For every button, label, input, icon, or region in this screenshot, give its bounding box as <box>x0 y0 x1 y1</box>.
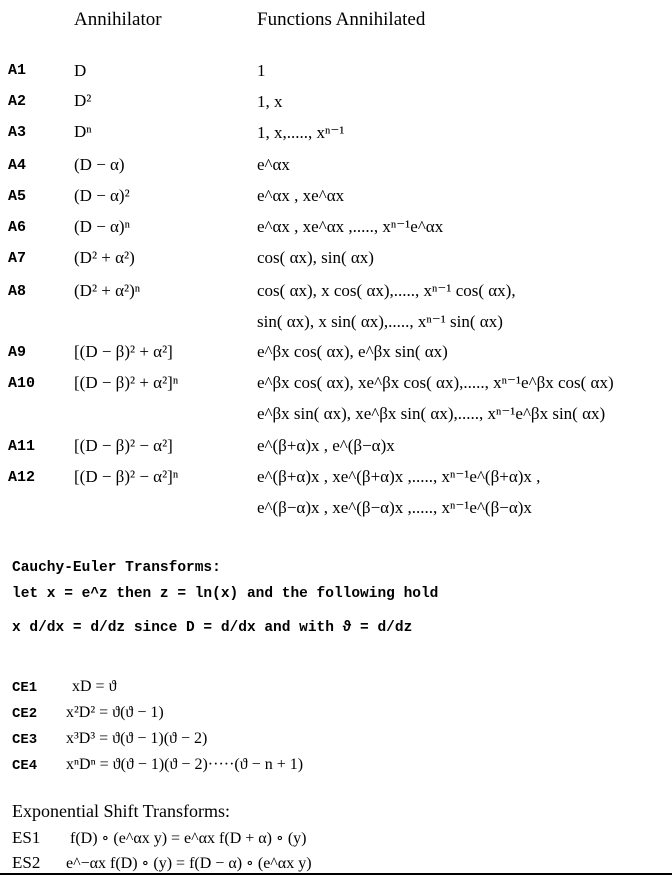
row-annihilator: [(D − β)² − α²]ⁿ <box>74 467 179 486</box>
row-function: 1, x <box>257 92 283 111</box>
cauchy-euler-since-line: x d/dx = d/dz since D = d/dx and with ϑ = d/dz <box>12 620 413 636</box>
ce-formula: xⁿDⁿ = ϑ(ϑ − 1)(ϑ − 2)·····(ϑ − n + 1) <box>66 756 304 773</box>
row-annihilator: [(D − β)² + α²] <box>74 342 173 361</box>
es-label: ES1 <box>12 828 41 847</box>
row-label: A8 <box>8 283 27 300</box>
ce-label: CE4 <box>12 758 38 774</box>
row-label: A3 <box>8 124 27 141</box>
row-function: 1, x,....., xⁿ⁻¹ <box>257 123 345 142</box>
row-label: A4 <box>8 157 27 174</box>
row-label: A12 <box>8 469 36 486</box>
row-function: e^αx <box>257 155 290 174</box>
row-annihilator: (D − α)² <box>74 186 130 205</box>
ce-label: CE2 <box>12 706 38 722</box>
row-annihilator: D <box>74 61 87 80</box>
bottom-divider <box>0 873 672 875</box>
row-function: e^αx , xe^αx <box>257 186 345 205</box>
row-label: A5 <box>8 188 27 205</box>
row-function: e^αx , xe^αx ,....., xⁿ⁻¹e^αx <box>257 217 444 236</box>
annihilator-header: Annihilator <box>74 9 162 30</box>
row-annihilator: Dⁿ <box>74 122 92 141</box>
row-label: A7 <box>8 250 27 267</box>
es-formula: f(D) ∘ (e^αx y) = e^αx f(D + α) ∘ (y) <box>70 830 307 847</box>
es-label: ES2 <box>12 853 41 872</box>
row-label: A11 <box>8 438 36 455</box>
row-function-continuation: sin( αx), x sin( αx),....., xⁿ⁻¹ sin( αx) <box>257 312 503 331</box>
cauchy-euler-title: Cauchy-Euler Transforms: <box>12 560 221 576</box>
row-annihilator: (D − α) <box>74 155 125 174</box>
ce-formula: xD = ϑ <box>72 678 117 695</box>
exponential-shift-title: Exponential Shift Transforms: <box>12 801 231 821</box>
row-label: A9 <box>8 344 27 361</box>
functions-header: Functions Annihilated <box>257 9 426 30</box>
row-annihilator: [(D − β)² − α²] <box>74 436 173 455</box>
row-annihilator: (D² + α²) <box>74 248 135 267</box>
row-function-continuation: e^βx sin( αx), xe^βx sin( αx),....., xⁿ⁻¹e^βx sin( αx) <box>257 404 606 423</box>
row-function: cos( αx), sin( αx) <box>257 248 374 267</box>
row-function-continuation: e^(β−α)x , xe^(β−α)x ,....., xⁿ⁻¹e^(β−α)x <box>257 498 532 517</box>
row-function: e^(β+α)x , e^(β−α)x <box>257 436 395 455</box>
es-formula: e^−αx f(D) ∘ (y) = f(D − α) ∘ (e^αx y) <box>66 855 312 872</box>
row-label: A2 <box>8 93 27 110</box>
row-function: 1 <box>257 61 266 80</box>
row-annihilator: [(D − β)² + α²]ⁿ <box>74 373 179 392</box>
row-function: e^βx cos( αx), xe^βx cos( αx),....., xⁿ⁻¹e^βx cos( αx) <box>257 373 614 392</box>
row-annihilator: (D − α)ⁿ <box>74 217 130 236</box>
row-annihilator: D² <box>74 91 92 110</box>
row-label: A6 <box>8 219 27 236</box>
ce-label: CE1 <box>12 680 38 696</box>
cauchy-euler-let-line: let x = e^z then z = ln(x) and the following hold <box>12 586 439 602</box>
row-function: cos( αx), x cos( αx),....., xⁿ⁻¹ cos( αx), <box>257 281 516 300</box>
row-function: e^(β+α)x , xe^(β+α)x ,....., xⁿ⁻¹e^(β+α)x , <box>257 467 541 486</box>
row-label: A1 <box>8 62 27 79</box>
ce-formula: x²D² = ϑ(ϑ − 1) <box>66 704 164 721</box>
ce-formula: x³D³ = ϑ(ϑ − 1)(ϑ − 2) <box>66 730 208 747</box>
row-annihilator: (D² + α²)ⁿ <box>74 281 141 300</box>
row-function: e^βx cos( αx), e^βx sin( αx) <box>257 342 448 361</box>
row-label: A10 <box>8 375 36 392</box>
ce-label: CE3 <box>12 732 38 748</box>
